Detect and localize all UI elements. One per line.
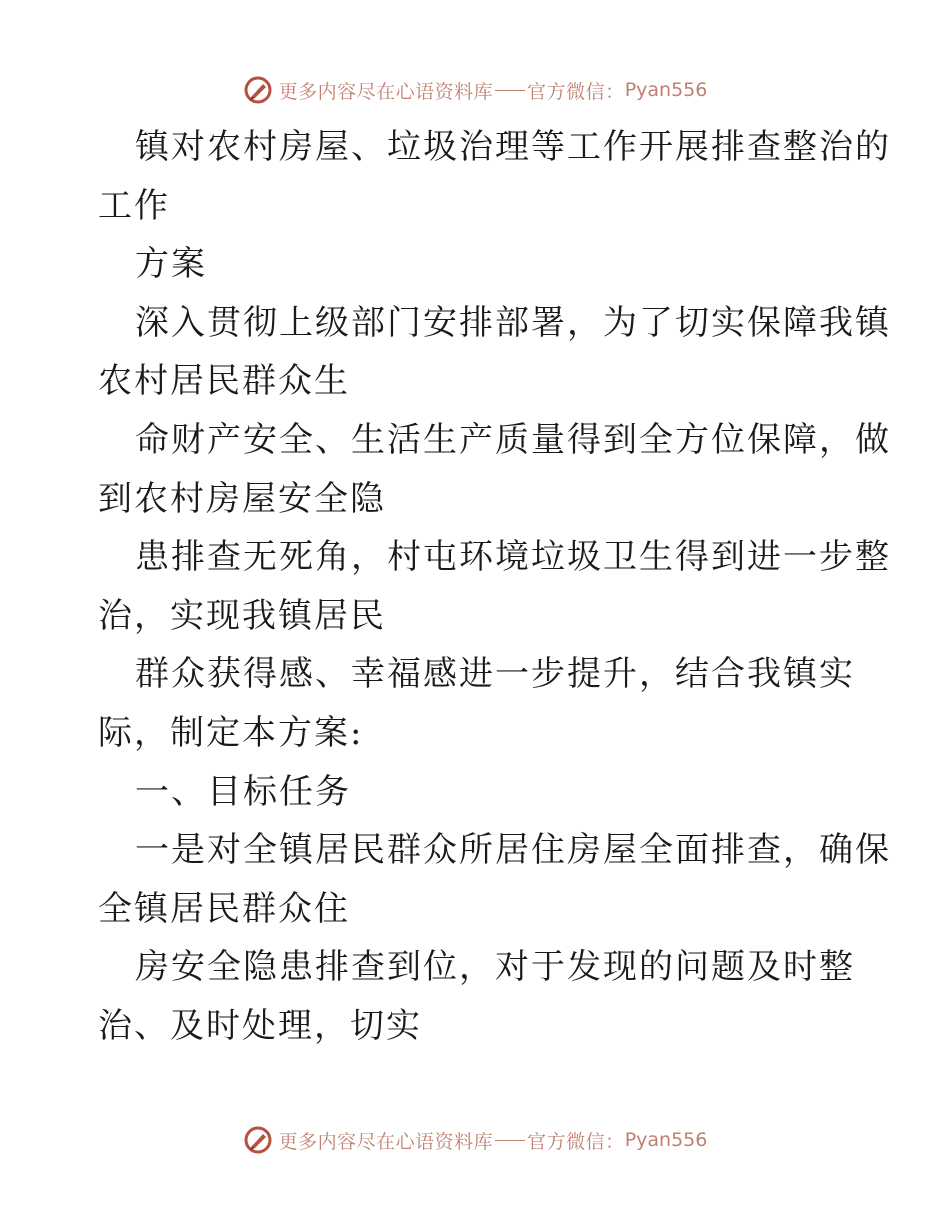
header-watermark-banner [0, 70, 950, 110]
text-line: 农村居民群众生 [98, 361, 350, 402]
text-line: 一是对全镇居民群众所居住房屋全面排查，确保 [135, 830, 891, 871]
text-line: 治，实现我镇居民 [98, 595, 386, 636]
banner-wechat-label: 官方微信： [527, 1130, 625, 1153]
document-body [98, 118, 891, 1056]
document-heading: 方案 [135, 244, 207, 285]
banner-dash [495, 1140, 525, 1141]
banner-wechat-id: Pyan556 [624, 1129, 708, 1151]
banner-text: 更多内容尽在心语资料库 [278, 80, 494, 103]
section-heading: 一、目标任务 [135, 771, 351, 812]
text-line: 治、及时处理，切实 [98, 1005, 422, 1046]
text-line: 房安全隐患排查到位，对于发现的问题及时整 [135, 947, 855, 988]
banner-text: 更多内容尽在心语资料库 [278, 1130, 494, 1153]
text-line: 际，制定本方案: [98, 712, 364, 753]
banner-wechat-label: 官方微信： [527, 80, 625, 103]
text-line: 镇对农村房屋、垃圾治理等工作开展排查整治的 [135, 127, 891, 167]
text-line: 全镇居民群众住 [98, 888, 350, 929]
text-line: 群众获得感、幸福感进一步提升，结合我镇实 [135, 654, 855, 695]
text-line: 命财产安全、生活生产质量得到全方位保障，做 [135, 419, 891, 460]
footer-watermark-banner [0, 1120, 950, 1160]
text-line: 到农村房屋安全隐 [98, 478, 386, 519]
banner-wechat-id: Pyan556 [624, 79, 708, 101]
pen-circle-logo-icon [243, 75, 273, 105]
text-line: 工作 [98, 185, 170, 226]
pen-circle-logo-icon [243, 1125, 273, 1155]
banner-dash [495, 90, 525, 91]
text-line: 患排查无死角，村屯环境垃圾卫生得到进一步整 [135, 537, 891, 578]
text-line: 深入贯彻上级部门安排部署，为了切实保障我镇 [135, 302, 891, 343]
